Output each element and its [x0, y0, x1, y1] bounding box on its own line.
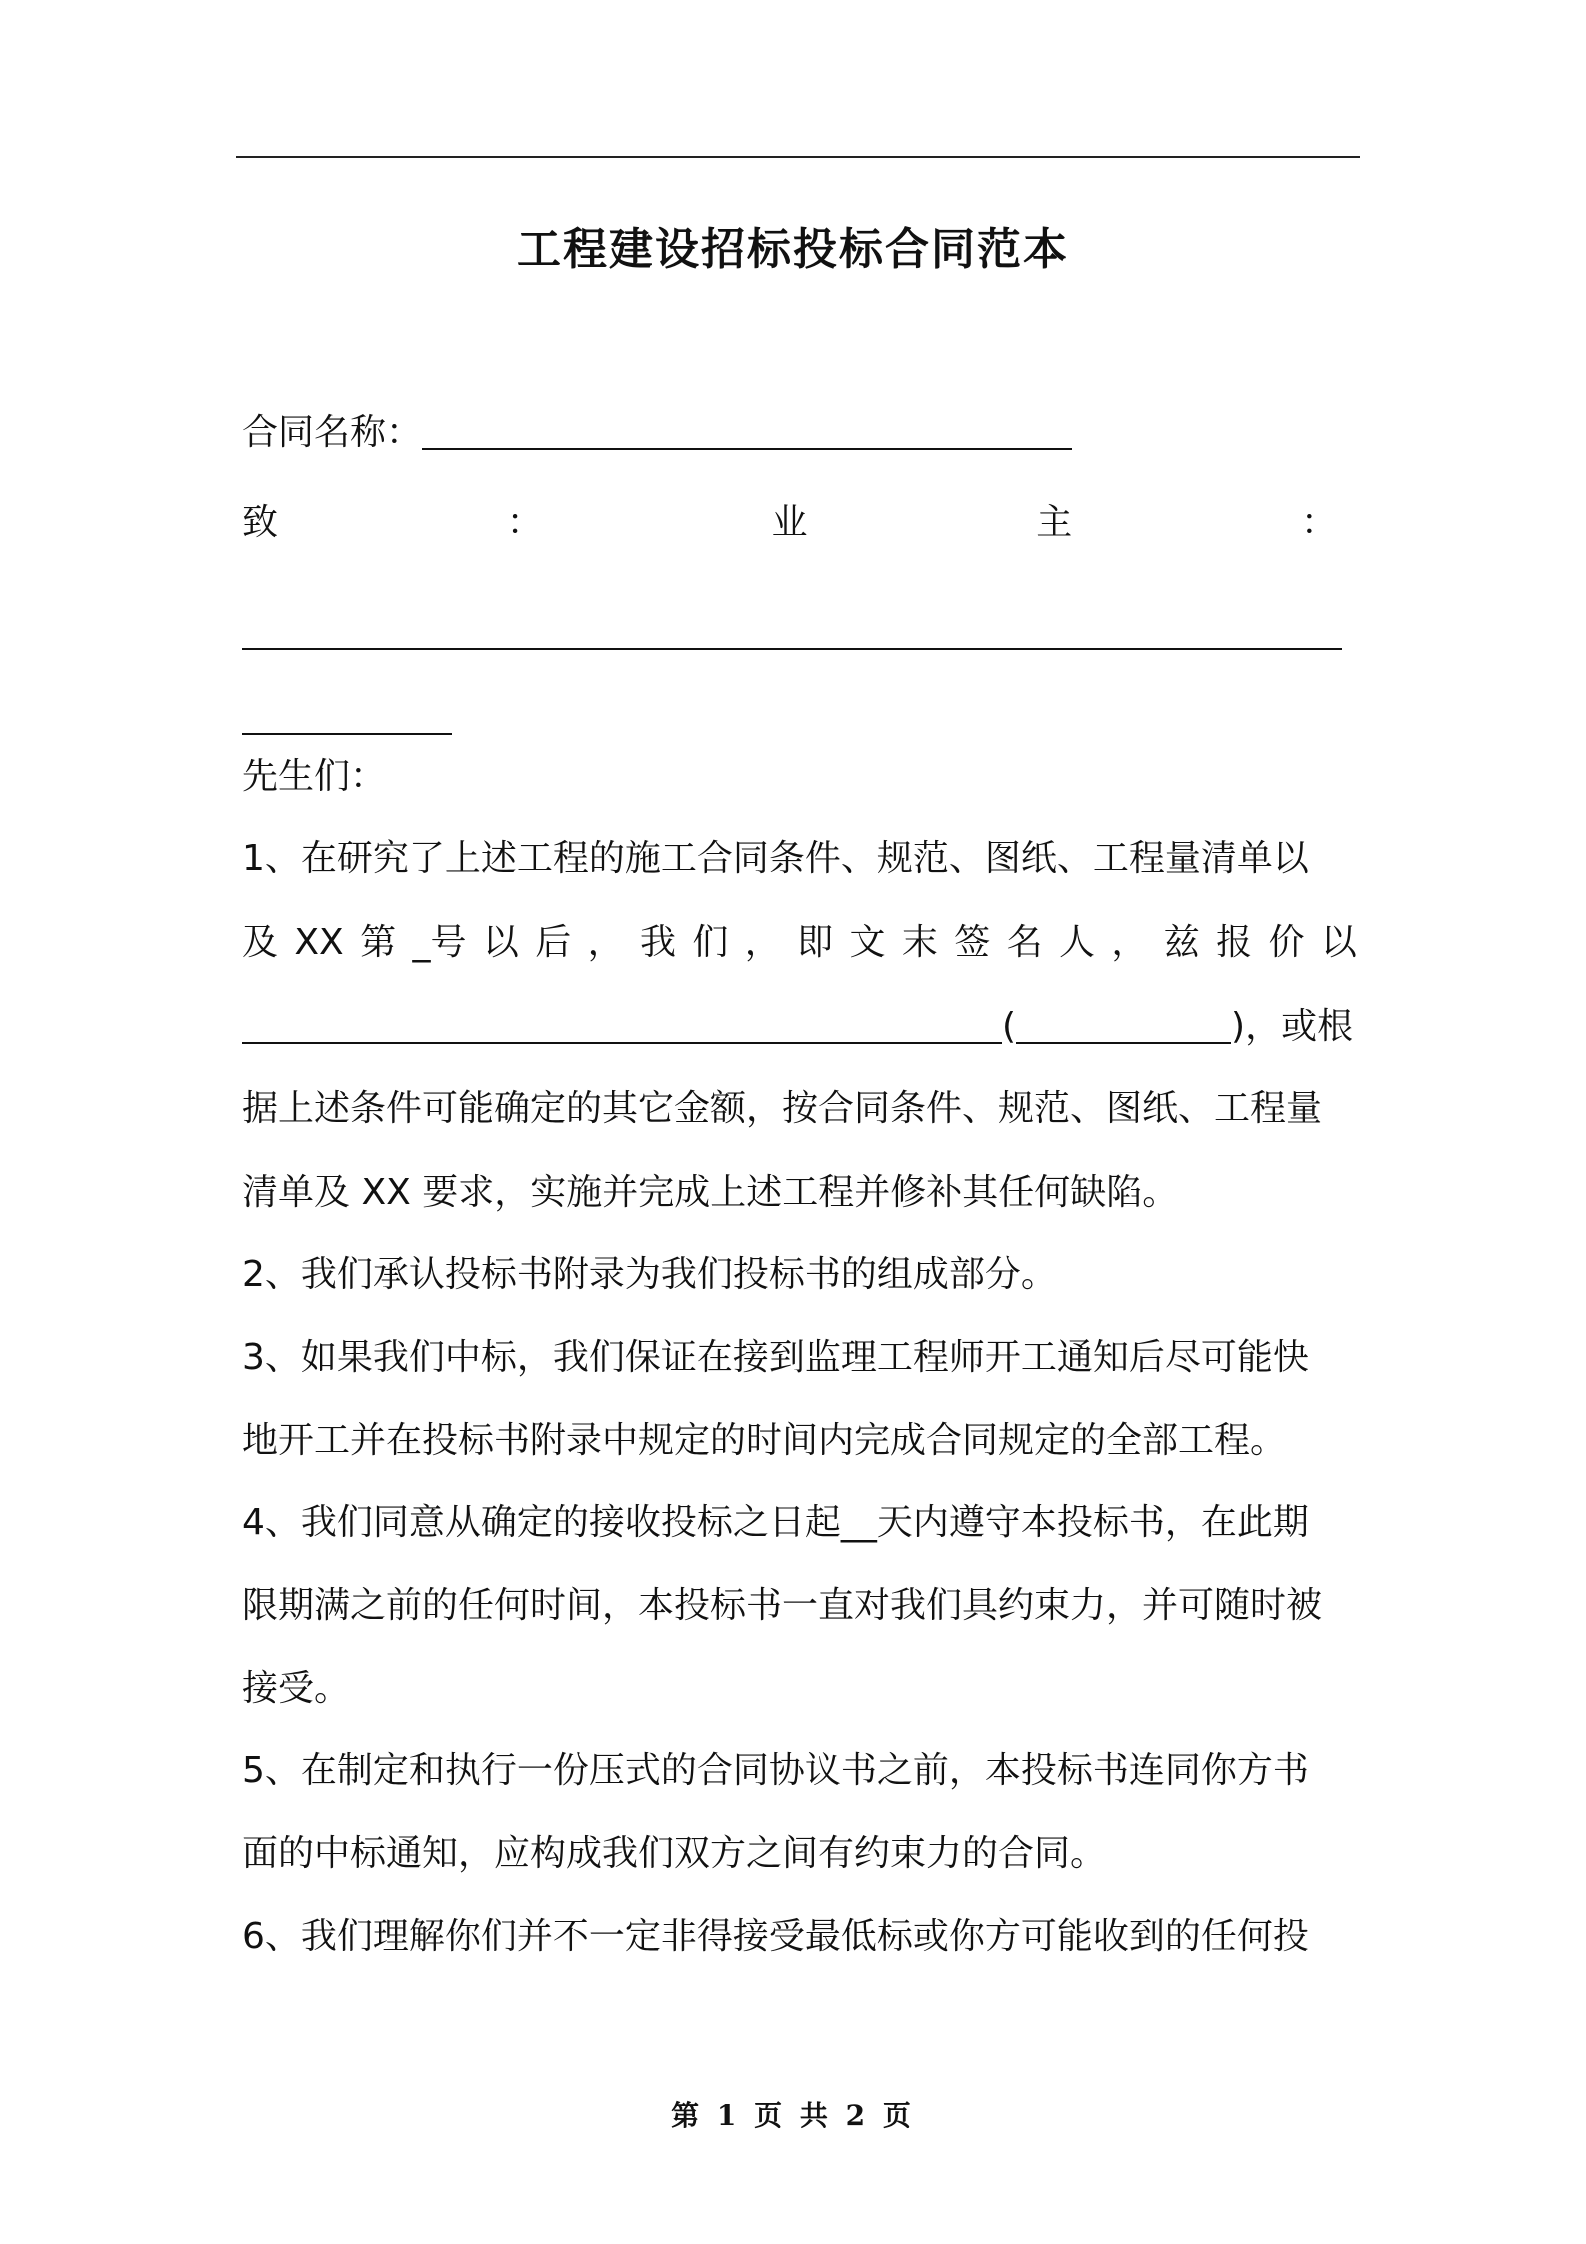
addressee-blank-line-2 [242, 690, 1357, 746]
para4-line3: 接受。 [242, 1668, 351, 1709]
contract-name-blank [422, 408, 1072, 450]
para1-char: 文 [849, 922, 886, 963]
para1-char: 兹 [1163, 922, 1200, 963]
para4-line2: 限期满之前的任何时间，本投标书一直对我们具约束力，并可随时被 [242, 1585, 1323, 1626]
addressee-char: 主 [1036, 502, 1073, 543]
contract-name-label: 合同名称： [242, 412, 423, 453]
para1-char: 即 [797, 922, 834, 963]
addressee-line [242, 495, 1337, 551]
para1-char: 报 [1216, 922, 1253, 963]
para3-line1: 3、如果我们中标，我们保证在接到监理工程师开工通知后尽可能快 [242, 1337, 1309, 1378]
para1-line3 [242, 999, 1357, 1055]
para5-line1: 5、在制定和执行一份压式的合同协议书之前，本投标书连同你方书 [242, 1750, 1309, 1791]
paren-close: )，或根 [1231, 1006, 1354, 1047]
addressee-blank-2 [242, 693, 452, 735]
greeting: 先生们： [242, 756, 387, 797]
para1-char: 名 [1006, 922, 1043, 963]
paren-open: ( [1002, 1006, 1017, 1047]
para1-char: 们 [692, 922, 729, 963]
para1-line2 [242, 915, 1357, 971]
para1-char: ， [744, 922, 781, 963]
addressee-char: 致 [242, 502, 279, 543]
addressee-char: ： [1300, 502, 1337, 543]
document-title: 工程建设招标投标合同范本 [517, 224, 1069, 275]
para1-char: 末 [901, 922, 938, 963]
para4-line1: 4、我们同意从确定的接收投标之日起__天内遵守本投标书，在此期 [242, 1502, 1309, 1543]
para1-char: ， [1111, 922, 1148, 963]
para1-char: 价 [1268, 922, 1305, 963]
para1-char: XX [294, 922, 344, 963]
price-blank [242, 1002, 1002, 1044]
para1-line1: 1、在研究了上述工程的施工合同条件、规范、图纸、工程量清单以 [242, 838, 1309, 879]
para1-char: ， [587, 922, 624, 963]
price-words-blank [1016, 1002, 1231, 1044]
addressee-char: 业 [771, 502, 808, 543]
contract-name-line [242, 405, 1357, 461]
addressee-blank-line [242, 605, 1357, 661]
addressee-blank [242, 608, 1342, 650]
page-number: 第 1 页 共 2 页 [671, 2099, 915, 2132]
para1-char: 以 [482, 922, 519, 963]
para1-char: 签 [954, 922, 991, 963]
para3-line2: 地开工并在投标书附录中规定的时间内完成合同规定的全部工程。 [242, 1420, 1287, 1461]
para1-char: 人 [1058, 922, 1095, 963]
para6-line1: 6、我们理解你们并不一定非得接受最低标或你方可能收到的任何投 [242, 1916, 1309, 1957]
para2: 2、我们承认投标书附录为我们投标书的组成部分。 [242, 1254, 1057, 1295]
para1-char: 第 [360, 922, 397, 963]
para1-char: 以 [1320, 922, 1357, 963]
para1-char: 我 [639, 922, 676, 963]
para1-char: 后 [535, 922, 572, 963]
para1-char: _号 [412, 922, 467, 963]
addressee-char: ： [506, 502, 543, 543]
header-rule [236, 156, 1360, 158]
para1-char: 及 [242, 922, 279, 963]
para5-line2: 面的中标通知，应构成我们双方之间有约束力的合同。 [242, 1833, 1107, 1874]
para1-line4: 据上述条件可能确定的其它金额，按合同条件、规范、图纸、工程量 [242, 1088, 1323, 1129]
para1-line5: 清单及 XX 要求，实施并完成上述工程并修补其任何缺陷。 [242, 1172, 1179, 1213]
